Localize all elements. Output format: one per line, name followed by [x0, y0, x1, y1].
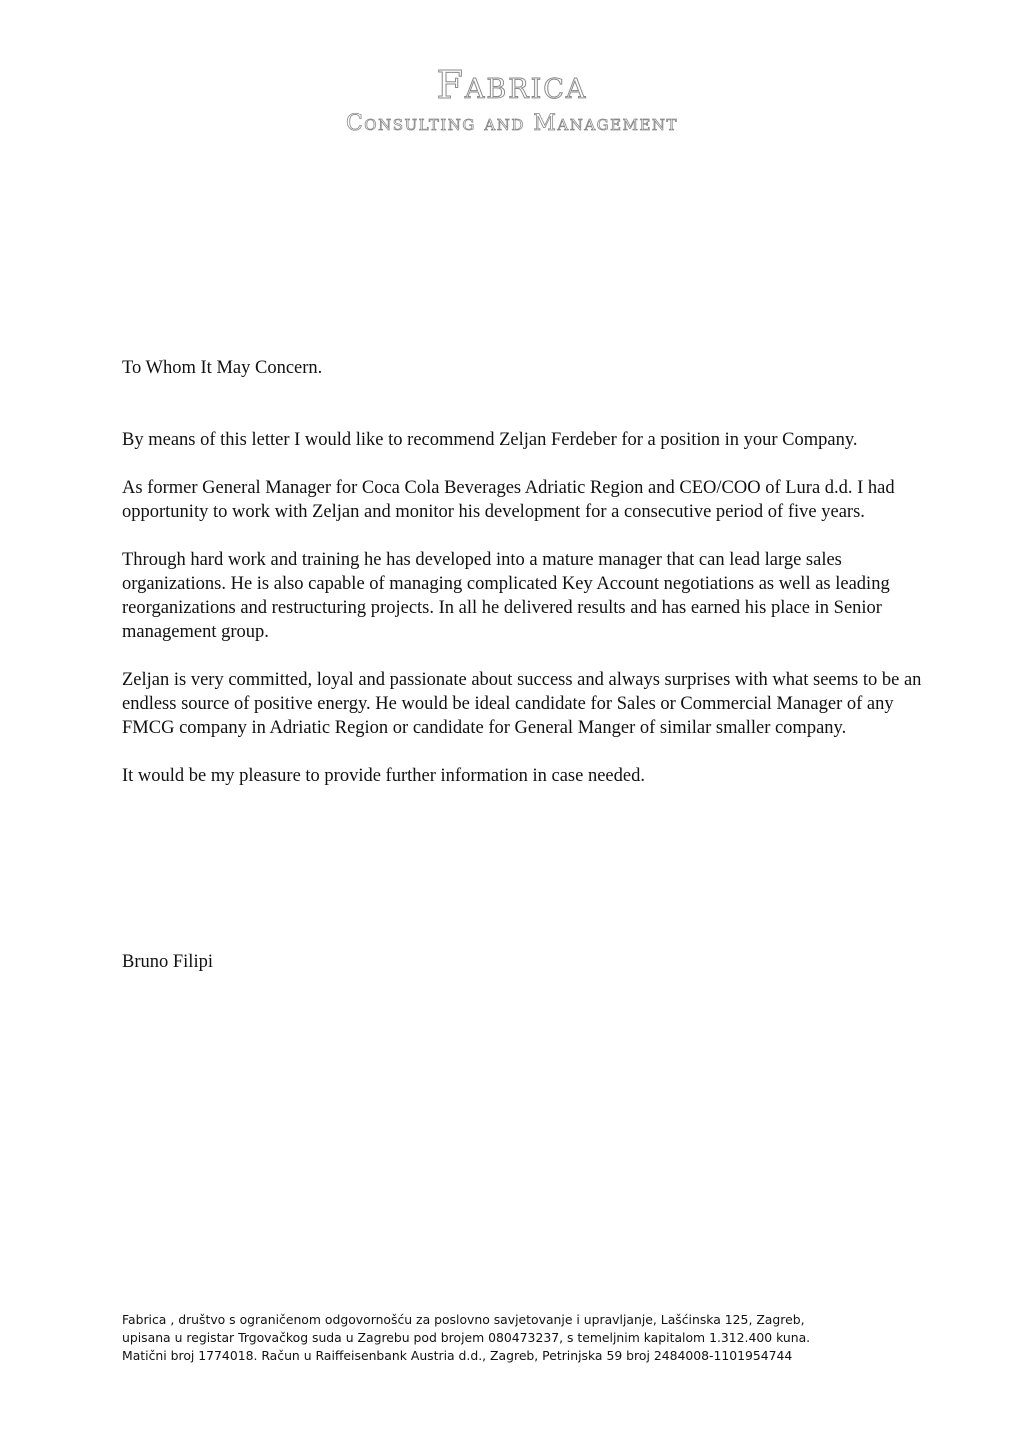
- letter-paragraph-2: As former General Manager for Coca Cola Beverages Adriatic Region and CEO/COO of Lura d.d. I had opportunity to work with Zeljan and monitor his development for a consecutive period of five years.: [122, 478, 895, 522]
- letter-paragraph-3: Through hard work and training he has developed into a mature manager that can lead large sales organizations. He is also capable of managing complicated Key Account negotiations as well as leading reorganizations and restructuring projects. In all he delivered results and has earned his place in Senior management group.: [122, 550, 890, 642]
- letterhead: [0, 62, 1024, 138]
- footer-line-2: upisana u registar Trgovačkog suda u Zagrebu pod brojem 080473237, s temeljnim kapitalom 1.312.400 kuna.: [122, 1330, 811, 1345]
- company-tagline: Consulting and Management: [345, 111, 679, 136]
- letter-paragraph-4: Zeljan is very committed, loyal and passionate about success and always surprises with what seems to be an endless source of positive energy. He would be ideal candidate for Sales or Commercial Manager of any FMCG company in Adriatic Region or candidate for General Manger of similar smaller company.: [122, 670, 922, 738]
- footer-line-1: Fabrica , društvo s ograničenom odgovornošću za poslovno savjetovanje i upravljanje, Lašćinska 125, Zagreb,: [122, 1312, 805, 1327]
- company-name: Fabrica: [436, 63, 588, 107]
- letter-body: [122, 356, 922, 812]
- letter-paragraph-1: By means of this letter I would like to recommend Zeljan Ferdeber for a position in your Company.: [122, 430, 858, 450]
- letter-paragraph-5: It would be my pleasure to provide further information in case needed.: [122, 766, 645, 786]
- footer-line-3: Matični broj 1774018. Račun u Raiffeisenbank Austria d.d., Zagreb, Petrinjska 59 broj 2484008-1101954744: [122, 1348, 793, 1363]
- company-footer: [122, 1311, 922, 1365]
- letter-signature: Bruno Filipi: [122, 952, 213, 972]
- letter-greeting: To Whom It May Concern.: [122, 358, 323, 378]
